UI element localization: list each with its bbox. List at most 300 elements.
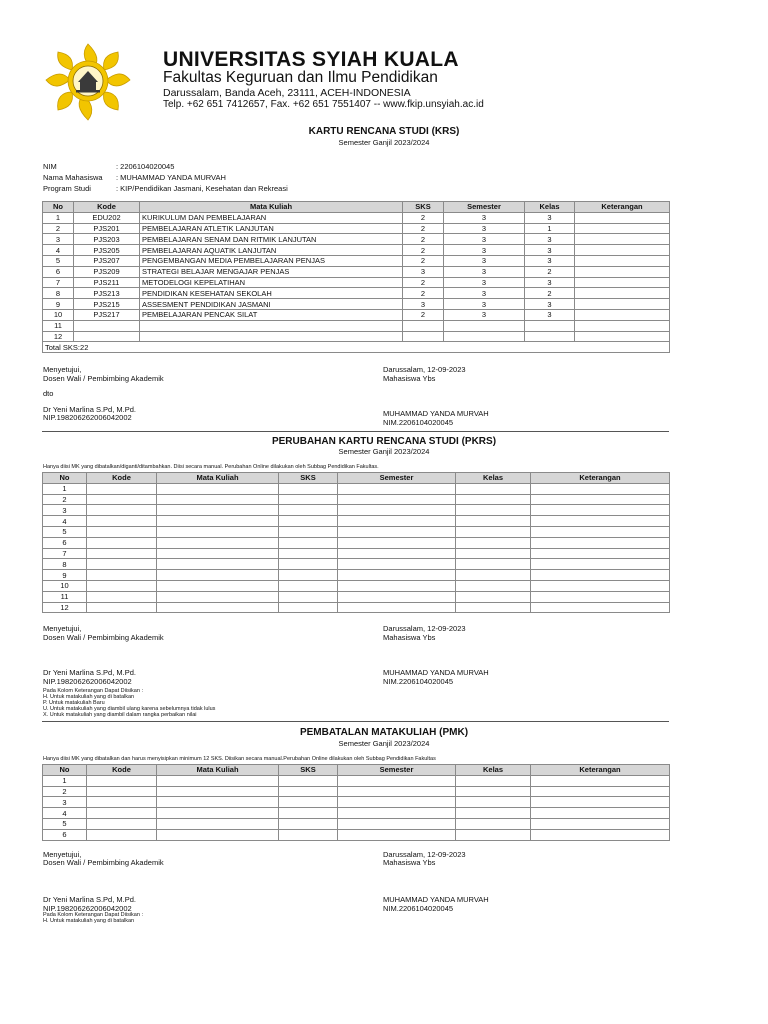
cell-kode: PJS211 (74, 277, 140, 288)
cell-no: 2 (43, 223, 74, 234)
table-row (43, 494, 670, 505)
col-semester: Semester (338, 765, 456, 776)
cell-semester (338, 580, 456, 591)
cell-sks (403, 331, 444, 342)
cell-sks: 2 (403, 212, 444, 223)
cell-no: 2 (43, 494, 87, 505)
col-kode: Kode (74, 202, 140, 213)
col-mata-kuliah: Mata Kuliah (140, 202, 403, 213)
cell-semester (338, 808, 456, 819)
cell-mata-kuliah (157, 548, 279, 559)
krs-student-nim: NIM.2206104020045 (383, 418, 454, 427)
cell-keterangan (531, 808, 670, 819)
cell-semester (338, 786, 456, 797)
pmk-advisor-role: Dosen Wali / Pembimbing Akademik (43, 858, 164, 867)
pmk-student-name: MUHAMMAD YANDA MURVAH (383, 895, 489, 904)
cell-mata-kuliah (157, 591, 279, 602)
table-row (43, 797, 670, 808)
table-row (43, 309, 670, 320)
cell-keterangan (531, 537, 670, 548)
cell-sks (279, 775, 338, 786)
cell-kelas: 3 (525, 299, 575, 310)
cell-no: 4 (43, 516, 87, 527)
cell-semester (338, 829, 456, 840)
cell-mata-kuliah (157, 775, 279, 786)
cell-mata-kuliah: PEMBELAJARAN PENCAK SILAT (140, 309, 403, 320)
cell-sks (279, 494, 338, 505)
section-divider (42, 721, 669, 722)
cell-keterangan (575, 266, 670, 277)
table-row (43, 602, 670, 613)
cell-kelas: 3 (525, 212, 575, 223)
cell-keterangan (531, 570, 670, 581)
cell-no: 8 (43, 288, 74, 299)
cell-keterangan (575, 320, 670, 331)
cell-kelas (456, 559, 531, 570)
faculty-address: Darussalam, Banda Aceh, 23111, ACEH-INDONESIA (163, 87, 411, 99)
faculty-name: Fakultas Keguruan dan Ilmu Pendidikan (163, 69, 438, 86)
col-keterangan: Keterangan (531, 473, 670, 484)
krs-date: Darussalam, 12-09-2023 (383, 365, 466, 374)
cell-semester (338, 775, 456, 786)
cell-mata-kuliah: PEMBELAJARAN SENAM DAN RITMIK LANJUTAN (140, 234, 403, 245)
cell-kode: PJS205 (74, 245, 140, 256)
table-row (43, 288, 670, 299)
cell-no: 6 (43, 829, 87, 840)
cell-mata-kuliah (157, 786, 279, 797)
cell-no: 12 (43, 331, 74, 342)
cell-kode (87, 505, 157, 516)
cell-no: 11 (43, 591, 87, 602)
cell-keterangan (531, 818, 670, 829)
cell-sks (279, 580, 338, 591)
cell-semester: 3 (444, 309, 525, 320)
pmk-student-nim: NIM.2206104020045 (383, 904, 454, 913)
cell-sks (279, 537, 338, 548)
table-row (43, 245, 670, 256)
cell-no: 11 (43, 320, 74, 331)
cell-kode (87, 483, 157, 494)
table-row (43, 775, 670, 786)
cell-kode (87, 786, 157, 797)
cell-keterangan (575, 331, 670, 342)
cell-sks (279, 559, 338, 570)
cell-no: 3 (43, 797, 87, 808)
cell-no: 1 (43, 212, 74, 223)
cell-no: 12 (43, 602, 87, 613)
cell-kelas (456, 548, 531, 559)
cell-kode (87, 570, 157, 581)
cell-semester (338, 591, 456, 602)
table-row (43, 483, 670, 494)
cell-semester (338, 526, 456, 537)
cell-semester: 3 (444, 255, 525, 266)
table-row (43, 570, 670, 581)
cell-kode (74, 320, 140, 331)
cell-sks (279, 570, 338, 581)
cell-no: 3 (43, 505, 87, 516)
cell-mata-kuliah: PENDIDIKAN KESEHATAN SEKOLAH (140, 288, 403, 299)
cell-kode (87, 602, 157, 613)
cell-semester (338, 818, 456, 829)
pmk-advisor-nip: NIP.198206262006042002 (43, 904, 132, 913)
pmk-legend-h: H. Untuk matakuliah yang di batalkan (43, 918, 135, 924)
cell-sks (279, 483, 338, 494)
cell-kode: PJS215 (74, 299, 140, 310)
col-kelas: Kelas (525, 202, 575, 213)
cell-kode (87, 775, 157, 786)
cell-no: 9 (43, 570, 87, 581)
cell-semester (338, 570, 456, 581)
cell-sks (279, 505, 338, 516)
cell-keterangan (531, 580, 670, 591)
cell-mata-kuliah (157, 602, 279, 613)
cell-keterangan (575, 299, 670, 310)
faculty-contact: Telp. +62 651 7412657, Fax. +62 651 7551407 -- www.fkip.unsyiah.ac.id (163, 99, 484, 110)
table-row (43, 580, 670, 591)
cell-kelas (456, 494, 531, 505)
cell-kelas (456, 775, 531, 786)
cell-mata-kuliah (157, 570, 279, 581)
krs-semester: Semester Ganjil 2023/2024 (338, 138, 430, 147)
cell-kode (87, 829, 157, 840)
cell-mata-kuliah: STRATEGI BELAJAR MENGAJAR PENJAS (140, 266, 403, 277)
col-no: No (43, 765, 87, 776)
cell-kode (87, 537, 157, 548)
cell-kode: PJS209 (74, 266, 140, 277)
cell-no: 10 (43, 309, 74, 320)
krs-total-row (43, 342, 670, 353)
cell-mata-kuliah (157, 580, 279, 591)
cell-mata-kuliah (140, 320, 403, 331)
table-row (43, 808, 670, 819)
cell-kelas (456, 797, 531, 808)
cell-semester: 3 (444, 299, 525, 310)
col-sks: SKS (279, 473, 338, 484)
cell-keterangan (531, 548, 670, 559)
pmk-approve-label: Menyetujui, (43, 850, 82, 859)
pkrs-title: PERUBAHAN KARTU RENCANA STUDI (PKRS) (271, 436, 497, 447)
krs-advisor-name: Dr Yeni Marlina S.Pd, M.Pd. (43, 405, 136, 414)
table-row (43, 255, 670, 266)
cell-kode (87, 516, 157, 527)
cell-semester (338, 602, 456, 613)
nim-label: NIM (43, 162, 57, 171)
krs-advisor-nip: NIP.198206262006042002 (43, 413, 132, 422)
cell-kelas (456, 808, 531, 819)
pkrs-advisor-role: Dosen Wali / Pembimbing Akademik (43, 633, 164, 642)
cell-kelas: 2 (525, 288, 575, 299)
cell-sks (279, 516, 338, 527)
cell-sks: 3 (403, 266, 444, 277)
cell-kode: PJS217 (74, 309, 140, 320)
col-kelas: Kelas (456, 765, 531, 776)
cell-sks: 2 (403, 255, 444, 266)
pmk-note: Hanya diisi MK yang dibatalkan dan harus menyisipkan minimum 12 SKS. Diisikan secara manual.Perubahan Online dilakukan oleh Subbag Pendidikan Fakultas (43, 756, 436, 762)
university-seal-icon (42, 40, 134, 124)
cell-kelas: 3 (525, 309, 575, 320)
col-sks: SKS (279, 765, 338, 776)
cell-keterangan (575, 309, 670, 320)
cell-no: 9 (43, 299, 74, 310)
cell-no: 3 (43, 234, 74, 245)
col-mata-kuliah: Mata Kuliah (157, 765, 279, 776)
cell-keterangan (531, 516, 670, 527)
cell-mata-kuliah (157, 516, 279, 527)
cell-mata-kuliah (157, 537, 279, 548)
table-row (43, 559, 670, 570)
cell-sks (403, 320, 444, 331)
pkrs-legend-u: U. Untuk matakuliah yang diambil ulang karena sebelumnya tidak lulus (43, 706, 216, 712)
table-row (43, 234, 670, 245)
table-row (43, 591, 670, 602)
pkrs-advisor-name: Dr Yeni Marlina S.Pd, M.Pd. (43, 668, 136, 677)
col-semester: Semester (338, 473, 456, 484)
cell-kelas (456, 537, 531, 548)
table-row (43, 537, 670, 548)
cell-kelas (456, 591, 531, 602)
cell-semester: 3 (444, 277, 525, 288)
pkrs-table (42, 472, 670, 613)
section-divider (42, 431, 669, 432)
cell-no: 5 (43, 526, 87, 537)
pkrs-date: Darussalam, 12-09-2023 (383, 624, 466, 633)
table-row (43, 223, 670, 234)
cell-semester (338, 548, 456, 559)
cell-sks: 2 (403, 277, 444, 288)
cell-sks (279, 808, 338, 819)
cell-no: 5 (43, 255, 74, 266)
table-row (43, 505, 670, 516)
cell-kode (87, 591, 157, 602)
nim-value: : 2206104020045 (116, 162, 175, 171)
cell-sks (279, 526, 338, 537)
cell-semester (338, 505, 456, 516)
cell-kode: PJS203 (74, 234, 140, 245)
table-row (43, 526, 670, 537)
cell-keterangan (575, 212, 670, 223)
pmk-student-role: Mahasiswa Ybs (383, 858, 436, 867)
cell-mata-kuliah (157, 797, 279, 808)
cell-kelas: 1 (525, 223, 575, 234)
cell-mata-kuliah (157, 494, 279, 505)
krs-advisor-role: Dosen Wali / Pembimbing Akademik (43, 374, 164, 383)
cell-keterangan (531, 591, 670, 602)
pmk-semester: Semester Ganjil 2023/2024 (338, 739, 430, 748)
col-no: No (43, 202, 74, 213)
cell-semester (338, 494, 456, 505)
krs-student-name: MUHAMMAD YANDA MURVAH (383, 409, 489, 418)
cell-mata-kuliah: PENGEMBANGAN MEDIA PEMBELAJARAN PENJAS (140, 255, 403, 266)
cell-mata-kuliah (140, 331, 403, 342)
cell-sks (279, 829, 338, 840)
cell-kelas (456, 786, 531, 797)
cell-no: 1 (43, 775, 87, 786)
cell-no: 2 (43, 786, 87, 797)
cell-sks (279, 602, 338, 613)
col-semester: Semester (444, 202, 525, 213)
cell-keterangan (531, 483, 670, 494)
cell-semester (338, 797, 456, 808)
cell-keterangan (575, 255, 670, 266)
cell-sks (279, 797, 338, 808)
cell-kode: PJS207 (74, 255, 140, 266)
cell-kelas (456, 526, 531, 537)
table-row (43, 212, 670, 223)
cell-kelas: 3 (525, 245, 575, 256)
cell-kelas: 3 (525, 234, 575, 245)
cell-kode (87, 559, 157, 570)
cell-mata-kuliah (157, 559, 279, 570)
student-name-label: Nama Mahasiswa (43, 173, 103, 182)
cell-no: 4 (43, 808, 87, 819)
krs-approve-label: Menyetujui, (43, 365, 82, 374)
cell-kode (74, 331, 140, 342)
cell-semester (338, 516, 456, 527)
col-sks: SKS (403, 202, 444, 213)
cell-keterangan (531, 602, 670, 613)
cell-keterangan (575, 223, 670, 234)
krs-dto-label: dto (43, 389, 54, 398)
krs-table (42, 201, 670, 353)
cell-kode: EDU202 (74, 212, 140, 223)
cell-kelas (456, 602, 531, 613)
cell-kode (87, 494, 157, 505)
cell-no: 7 (43, 277, 74, 288)
pkrs-student-nim: NIM.2206104020045 (383, 677, 454, 686)
pmk-table (42, 764, 670, 841)
pkrs-student-role: Mahasiswa Ybs (383, 633, 436, 642)
cell-sks: 2 (403, 309, 444, 320)
cell-mata-kuliah (157, 526, 279, 537)
cell-kelas (456, 505, 531, 516)
cell-semester: 3 (444, 288, 525, 299)
cell-sks: 3 (403, 299, 444, 310)
cell-keterangan (531, 786, 670, 797)
cell-sks: 2 (403, 245, 444, 256)
table-row (43, 277, 670, 288)
cell-keterangan (575, 277, 670, 288)
cell-kode (87, 797, 157, 808)
table-row (43, 331, 670, 342)
pmk-date: Darussalam, 12-09-2023 (383, 850, 466, 859)
cell-semester: 3 (444, 212, 525, 223)
cell-semester (338, 559, 456, 570)
cell-semester: 3 (444, 245, 525, 256)
program-value: : KIP/Pendidikan Jasmani, Kesehatan dan Rekreasi (116, 184, 288, 193)
pmk-table-header (43, 765, 670, 776)
cell-mata-kuliah: PEMBELAJARAN ATLETIK LANJUTAN (140, 223, 403, 234)
table-row (43, 829, 670, 840)
cell-keterangan (575, 288, 670, 299)
pmk-advisor-name: Dr Yeni Marlina S.Pd, M.Pd. (43, 895, 136, 904)
col-mata-kuliah: Mata Kuliah (157, 473, 279, 484)
cell-no: 7 (43, 548, 87, 559)
cell-mata-kuliah: PEMBELAJARAN AQUATIK LANJUTAN (140, 245, 403, 256)
cell-kode (87, 548, 157, 559)
cell-mata-kuliah: METODELOGI KEPELATIHAN (140, 277, 403, 288)
cell-kelas (456, 829, 531, 840)
cell-kode (87, 818, 157, 829)
cell-keterangan (531, 526, 670, 537)
cell-kelas (456, 483, 531, 494)
cell-no: 1 (43, 483, 87, 494)
cell-kode: PJS201 (74, 223, 140, 234)
table-row (43, 299, 670, 310)
cell-kelas: 2 (525, 266, 575, 277)
krs-table-header (43, 202, 670, 213)
pmk-title: PEMBATALAN MATAKULIAH (PMK) (299, 727, 469, 738)
pmk-legend-title: Pada Kolom Keterangan Dapat Diisikan : (43, 912, 143, 918)
col-keterangan: Keterangan (575, 202, 670, 213)
student-name-value: : MUHAMMAD YANDA MURVAH (116, 173, 226, 182)
cell-keterangan (531, 559, 670, 570)
cell-keterangan (531, 829, 670, 840)
col-keterangan: Keterangan (531, 765, 670, 776)
table-row (43, 818, 670, 829)
pkrs-student-name: MUHAMMAD YANDA MURVAH (383, 668, 489, 677)
cell-sks (279, 548, 338, 559)
cell-kelas (525, 320, 575, 331)
table-row (43, 548, 670, 559)
cell-mata-kuliah: KURIKULUM DAN PEMBELAJARAN (140, 212, 403, 223)
university-name: UNIVERSITAS SYIAH KUALA (163, 48, 459, 71)
krs-title: KARTU RENCANA STUDI (KRS) (308, 126, 460, 137)
cell-sks: 2 (403, 288, 444, 299)
pkrs-legend-title: Pada Kolom Keterangan Dapat Diisikan : (43, 688, 143, 694)
cell-sks (279, 786, 338, 797)
cell-semester: 3 (444, 266, 525, 277)
pkrs-legend-p: P. Untuk matakuliah Baru (43, 700, 105, 706)
col-kode: Kode (87, 473, 157, 484)
cell-sks: 2 (403, 223, 444, 234)
krs-student-role: Mahasiswa Ybs (383, 374, 436, 383)
cell-kode: PJS213 (74, 288, 140, 299)
cell-mata-kuliah (157, 505, 279, 516)
cell-keterangan (575, 234, 670, 245)
pkrs-advisor-nip: NIP.198206262006042002 (43, 677, 132, 686)
cell-semester (338, 483, 456, 494)
cell-semester (338, 537, 456, 548)
table-row (43, 516, 670, 527)
cell-no: 5 (43, 818, 87, 829)
cell-semester: 3 (444, 234, 525, 245)
cell-kelas (525, 331, 575, 342)
cell-semester: 3 (444, 223, 525, 234)
cell-no: 8 (43, 559, 87, 570)
cell-kelas: 3 (525, 255, 575, 266)
table-row (43, 786, 670, 797)
cell-no: 4 (43, 245, 74, 256)
cell-kode (87, 526, 157, 537)
cell-keterangan (531, 494, 670, 505)
col-kode: Kode (87, 765, 157, 776)
cell-mata-kuliah (157, 829, 279, 840)
cell-sks: 2 (403, 234, 444, 245)
col-kelas: Kelas (456, 473, 531, 484)
table-row (43, 266, 670, 277)
cell-mata-kuliah (157, 808, 279, 819)
pkrs-legend-x: X. Untuk matakuliah yang diambil dalam rangka perbaikan nilai (43, 712, 197, 718)
cell-kelas: 3 (525, 277, 575, 288)
col-no: No (43, 473, 87, 484)
pkrs-semester: Semester Ganjil 2023/2024 (338, 447, 430, 456)
pkrs-approve-label: Menyetujui, (43, 624, 82, 633)
cell-semester (444, 331, 525, 342)
cell-kode (87, 580, 157, 591)
cell-kelas (456, 570, 531, 581)
cell-kelas (456, 818, 531, 829)
